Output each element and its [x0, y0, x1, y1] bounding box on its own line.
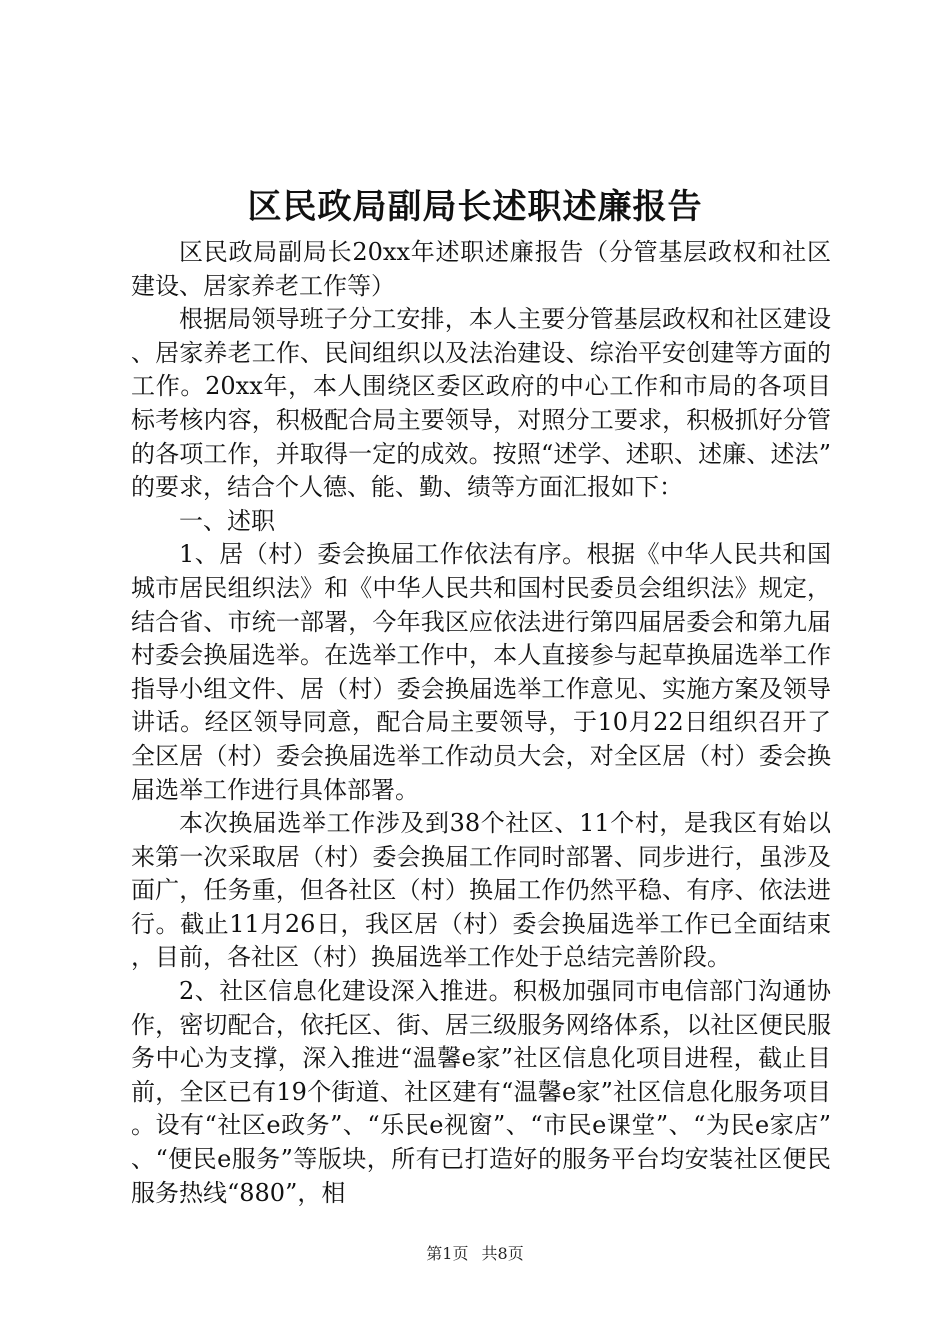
document-body: [131, 236, 831, 1210]
paragraph-item-1: 1、居（村）委会换届工作依法有序。根据《中华人民共和国城市居民组织法》和《中华人民共和国村民委员会组织法》规定，结合省、市统一部署，今年我区应依法进行第四届居委会和第九届村委会换届选举。在选举工作中，本人直接参与起草换届选举工作指导小组文件、居（村）委会换届选举工作意见、实施方案及领导讲话。经区领导同意，配合局主要领导，于10月22日组织召开了全区居（村）委会换届选举工作动员大会，对全区居（村）委会换届选举工作进行具体部署。: [131, 540, 831, 804]
paragraph-item-2: 2、社区信息化建设深入推进。积极加强同市电信部门沟通协作，密切配合，依托区、街、居三级服务网络体系，以社区便民服务中心为支撑，深入推进“温馨e家”社区信息化项目进程，截止目前，全区已有19个街道、社区建有“温馨e家”社区信息化服务项目。设有“社区e政务”、“乐民e视窗”、“市民e课堂”、“为民e家店”、“便民e服务”等版块，所有已打造好的服务平台均安装社区便民服务热线“880”，相: [131, 977, 831, 1207]
section-heading-shuzhi: 一、述职: [179, 506, 275, 535]
document-title: 区民政局副局长述职述廉报告: [247, 187, 703, 227]
paragraph-intro: 根据局领导班子分工安排，本人主要分管基层政权和社区建设、居家养老工作、民间组织以及法治建设、综治平安创建等方面的工作。20xx年，本人围绕区委区政府的中心工作和市局的各项目标考核内容，积极配合局主要领导，对照分工要求，积极抓好分管的各项工作，并取得一定的成效。按照“述学、述职、述廉、述法”的要求，结合个人德、能、勤、绩等方面汇报如下：: [131, 305, 831, 502]
page-total: 共8页: [481, 1244, 524, 1263]
paragraph-item-1-continued: 本次换届选举工作涉及到38个社区、11个村，是我区有始以来第一次采取居（村）委会换届工作同时部署、同步进行，虽涉及面广，任务重，但各社区（村）换届工作仍然平稳、有序、依法进行。截止11月26日，我区居（村）委会换届选举工作已全面结束，目前，各社区（村）换届选举工作处于总结完善阶段。: [131, 809, 831, 972]
page-footer: [0, 1243, 950, 1265]
paragraph-subtitle: 区民政局副局长20xx年述职述廉报告（分管基层政权和社区建设、居家养老工作等）: [131, 238, 831, 300]
page-number: 第1页: [426, 1244, 469, 1263]
